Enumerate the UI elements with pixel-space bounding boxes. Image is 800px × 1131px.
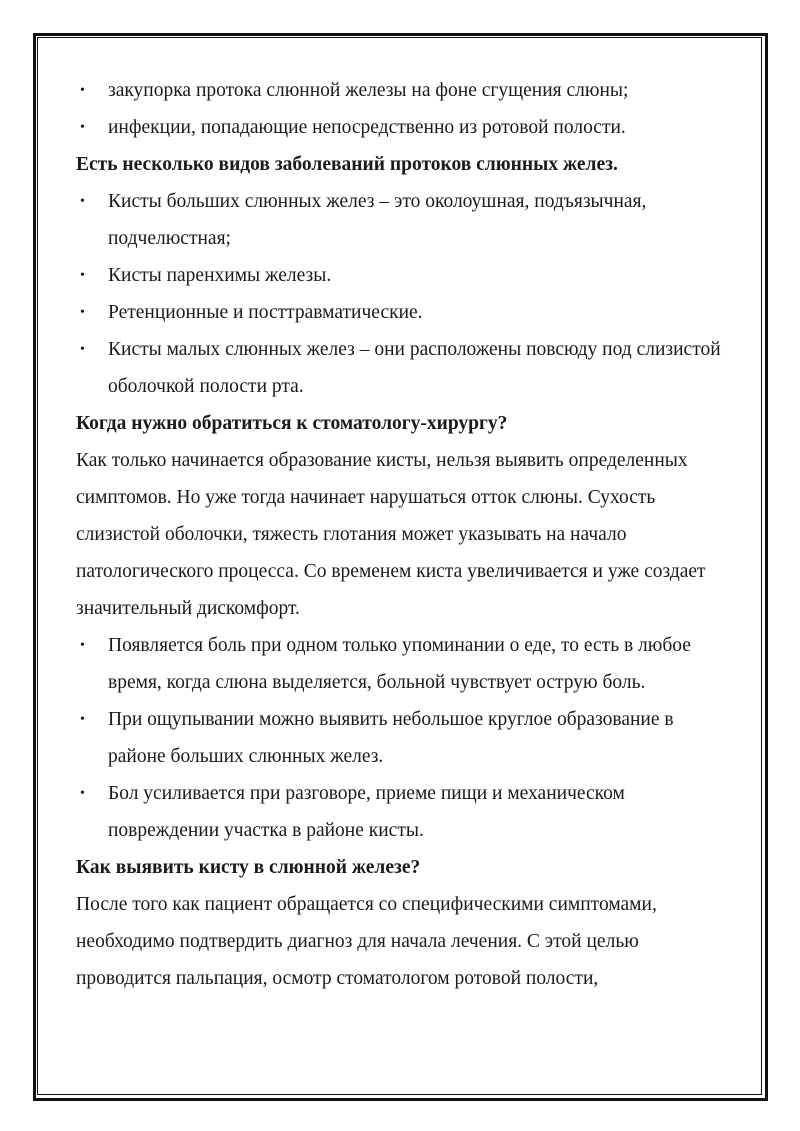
list-item [76,331,731,405]
list-item [76,257,731,294]
list-item-text: инфекции, попадающие непосредственно из ротовой полости. [108,117,626,138]
list-item [76,294,731,331]
section-heading: Есть несколько видов заболеваний протоков слюнных желез. [76,154,618,175]
bullet-icon: • [80,268,85,283]
bullet-icon: • [80,712,85,727]
bullet-icon: • [80,120,85,135]
paragraph: После того как пациент обращается со специфическими симптомами, необходимо подтвердить диагноз для начала лечения. С этой целью проводится пальпация, осмотр стоматологом ротовой полости, [76,894,657,989]
list-item-text: закупорка протока слюнной железы на фоне сгущения слюны; [108,80,629,101]
list-item-text: Кисты паренхимы железы. [108,265,332,286]
list-item [76,183,731,257]
list-item [76,627,731,701]
symptoms-list [76,627,731,849]
list-item [76,109,731,146]
list-item-text: Кисты больших слюнных желез – это околоушная, подъязычная, подчелюстная; [108,191,647,249]
document-body [76,72,731,997]
paragraph: Как только начинается образование кисты, нельзя выявить определенных симптомов. Но уже тогда начинает нарушаться отток слюны. Сухость слизистой оболочки, тяжесть глотания может указывать на начало патологического процесса. Со временем киста увеличивается и уже создает значительный дискомфорт. [76,450,706,619]
section-heading: Когда нужно обратиться к стоматологу-хирургу? [76,413,508,434]
list-item-text: Бол усиливается при разговоре, приеме пищи и механическом повреждении участка в районе кисты. [108,783,625,841]
list-item-text: Кисты малых слюнных желез – они расположены повсюду под слизистой оболочкой полости рта. [108,339,721,397]
bullet-icon: • [80,305,85,320]
bullet-icon: • [80,786,85,801]
cyst-types-list [76,183,731,405]
section-heading: Как выявить кисту в слюнной железе? [76,857,421,878]
list-item [76,72,731,109]
list-item-text: При ощупывании можно выявить небольшое круглое образование в районе больших слюнных желез. [108,709,674,767]
causes-list [76,72,731,146]
bullet-icon: • [80,638,85,653]
bullet-icon: • [80,83,85,98]
bullet-icon: • [80,194,85,209]
list-item [76,701,731,775]
list-item-text: Ретенционные и посттравматические. [108,302,423,323]
bullet-icon: • [80,342,85,357]
list-item-text: Появляется боль при одном только упоминании о еде, то есть в любое время, когда слюна выделяется, больной чувствует острую боль. [108,635,691,693]
list-item [76,775,731,849]
